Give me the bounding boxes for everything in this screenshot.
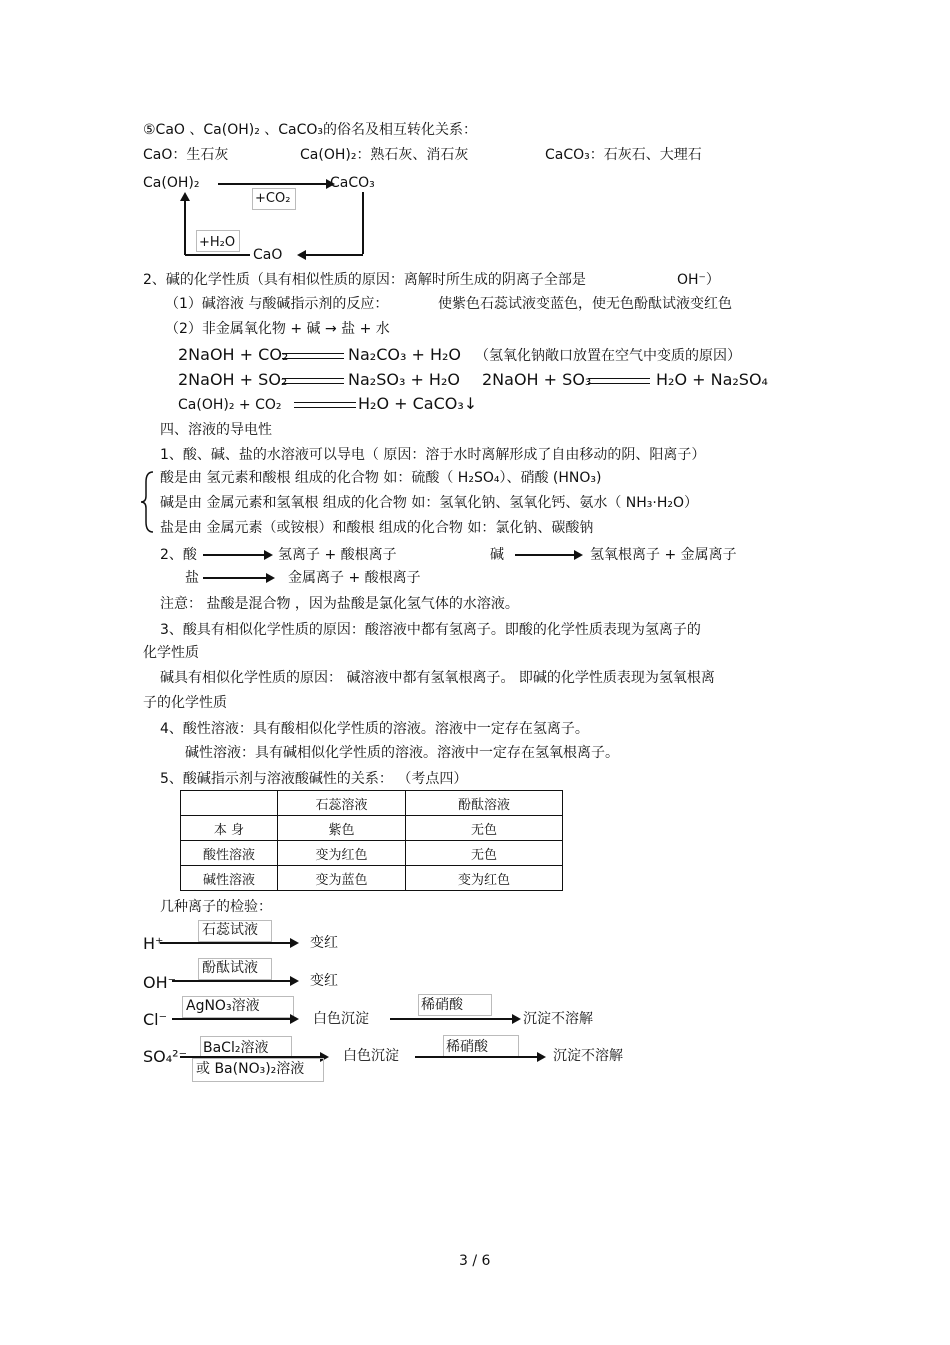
oh-ion: OH⁻） [677, 272, 720, 288]
cl-reagent: AgNO₃溶液 [186, 998, 260, 1014]
p4a: 4、酸性溶液：具有酸相似化学性质的溶液。溶液中一定存在氢离子。 [160, 721, 589, 737]
node-caoh2: Ca(OH)₂ [143, 175, 200, 191]
line-cao-left [185, 254, 250, 256]
p4b: 碱性溶液：具有碱相似化学性质的溶液。溶液中一定存在氢氧根离子。 [185, 745, 619, 761]
arrowhead [574, 550, 583, 560]
salt-definition: 盐是由 金属元素（或铵根）和酸根 组成的化合物 如：氯化钠、碳酸钠 [160, 520, 594, 536]
table-cell: 酸性溶液 [181, 841, 278, 866]
arrow-salt [203, 577, 267, 579]
prop2: （2）非金属氧化物 + 碱 → 盐 + 水 [165, 321, 390, 337]
table-cell: 无色 [406, 816, 563, 841]
note: 注意： 盐酸是混合物 ，因为盐酸是氯化氢气体的水溶液。 [160, 596, 519, 612]
eq4-left: Ca(OH)₂ + CO₂ [178, 397, 282, 413]
table-cell: 碱性溶液 [181, 866, 278, 891]
salt-dissociation-result: 金属离子 + 酸根离子 [288, 570, 421, 586]
table-cell: 变为红色 [278, 841, 406, 866]
so4-ion: SO₄²⁻ [143, 1047, 188, 1066]
eq2-left: 2NaOH + SO₂ [178, 370, 288, 389]
caoh2-name: Ca(OH)₂：熟石灰、消石灰 [300, 147, 469, 163]
table-cell: 变为红色 [406, 866, 563, 891]
arrowhead [290, 938, 299, 948]
so4-reagent-alt: 或 Ba(NO₃)₂溶液 [196, 1061, 305, 1077]
arrowhead [297, 250, 306, 260]
base-dissociation-result: 氢氧根离子 + 金属离子 [590, 547, 737, 563]
eq3-sign [588, 378, 650, 384]
salt-dissociation-label: 盐 [185, 570, 199, 586]
cl-precipitate: 白色沉淀 [313, 1011, 369, 1027]
so4-reagent: BaCl₂溶液 [203, 1040, 269, 1056]
eq3-left: 2NaOH + SO₃ [482, 370, 592, 389]
oh-result: 变红 [310, 973, 338, 989]
p5: 5、酸碱指示剂与溶液酸碱性的关系： （考点四） [160, 771, 468, 787]
h-reagent: 石蕊试液 [202, 922, 258, 938]
h-ion: H⁺ [143, 934, 164, 953]
cao-name: CaO：生石灰 [143, 147, 229, 163]
table-header: 酚酞溶液 [406, 791, 563, 816]
eq3-right: H₂O + Na₂SO₄ [656, 370, 768, 389]
eq2-right: Na₂SO₃ + H₂O [348, 370, 460, 389]
eq1-right: Na₂CO₃ + H₂O [348, 345, 461, 364]
p3d: 子的化学性质 [143, 695, 227, 711]
arrowhead [180, 192, 190, 201]
conductivity-reason: 1、酸、碱、盐的水溶液可以导电（ 原因：溶于水时离解形成了自由移动的阴、阳离子） [160, 447, 706, 463]
prop1: （1）碱溶液 与酸碱指示剂的反应： [165, 296, 389, 312]
arrowhead [266, 573, 275, 583]
arrowhead [264, 550, 273, 560]
table-cell: 本 身 [181, 816, 278, 841]
cl-ion: Cl⁻ [143, 1010, 168, 1029]
acid-dissociation-label: 2、酸 [160, 547, 197, 563]
cl-result: 沉淀不溶解 [523, 1011, 593, 1027]
arrow-oh [172, 980, 290, 982]
arrowhead [290, 1014, 299, 1024]
arrow-so4-2 [415, 1056, 537, 1058]
h-result: 变红 [310, 935, 338, 951]
prop1-detail: 使紫色石蕊试液变蓝色，使无色酚酞试液变红色 [438, 296, 732, 312]
table-cell: 无色 [406, 841, 563, 866]
line-up [184, 200, 186, 255]
table-cell: 变为蓝色 [278, 866, 406, 891]
section4-title: 四、溶液的导电性 [160, 422, 272, 438]
caco3-name: CaCO₃：石灰石、大理石 [545, 147, 702, 163]
node-cao: CaO [253, 247, 283, 263]
table-row [181, 841, 563, 866]
arrow-h [160, 942, 290, 944]
eq1-sign [282, 353, 344, 359]
table-row [181, 866, 563, 891]
eq1-left: 2NaOH + CO₂ [178, 345, 289, 364]
arrow-caoh2-caco3 [218, 183, 328, 185]
eq4-right: H₂O + CaCO₃↓ [358, 394, 478, 413]
base-definition: 碱是由 金属元素和氢氧根 组成的化合物 如：氢氧化钠、氢氧化钙、氨水（ NH₃·H₂O） [160, 495, 699, 511]
oh-ion-test: OH⁻ [143, 973, 177, 992]
acid-dissociation-result: 氢离子 + 酸根离子 [278, 547, 397, 563]
arrow-acid [203, 554, 265, 556]
arrow-cl2 [390, 1018, 512, 1020]
table-cell: 紫色 [278, 816, 406, 841]
so4-reagent2: 稀硝酸 [446, 1039, 488, 1055]
eq4-sign [294, 402, 356, 408]
ion-tests-title: 几种离子的检验： [160, 899, 272, 915]
p3a: 3、酸具有相似化学性质的原因：酸溶液中都有氢离子。即酸的化学性质表现为氢离子的 [160, 622, 701, 638]
indicator-table [180, 790, 563, 891]
cl-reagent2: 稀硝酸 [421, 997, 463, 1013]
so4-result: 沉淀不溶解 [553, 1048, 623, 1064]
table-row [181, 816, 563, 841]
eq1-note: （氢氧化钠敞口放置在空气中变质的原因） [475, 348, 741, 364]
table-header-row [181, 791, 563, 816]
arrow-base [515, 554, 575, 556]
p3b: 化学性质 [143, 645, 199, 661]
p3c: 碱具有相似化学性质的原因： 碱溶液中都有氢氧根离子。 即碱的化学性质表现为氢氧根离 [160, 670, 715, 686]
label-co2: +CO₂ [255, 191, 291, 206]
node-caco3: CaCO₃ [330, 175, 375, 191]
base-properties-title: 2、碱的化学性质（具有相似性质的原因：离解时所生成的阴离子全部是 [143, 272, 586, 288]
brace-icon [140, 470, 156, 534]
oh-reagent: 酚酞试液 [202, 960, 258, 976]
so4-precipitate: 白色沉淀 [343, 1048, 399, 1064]
page-number: 3 / 6 [459, 1253, 491, 1269]
eq2-sign [282, 378, 344, 384]
arrowhead [512, 1014, 521, 1024]
acid-definition: 酸是由 氢元素和酸根 组成的化合物 如：硫酸（ H₂SO₄）、硝酸 (HNO₃) [160, 470, 602, 486]
arrow-caco3-cao [305, 254, 363, 256]
base-dissociation-label: 碱 [490, 547, 504, 563]
section-title-calcium: ⑤CaO 、Ca(OH)₂ 、CaCO₃的俗名及相互转化关系： [143, 122, 478, 138]
arrowhead [290, 976, 299, 986]
label-h2o: +H₂O [199, 235, 236, 250]
table-header: 石蕊溶液 [278, 791, 406, 816]
arrowhead [537, 1052, 546, 1062]
line-caco3-down [362, 192, 364, 254]
arrow-cl [172, 1018, 290, 1020]
table-header [181, 791, 278, 816]
